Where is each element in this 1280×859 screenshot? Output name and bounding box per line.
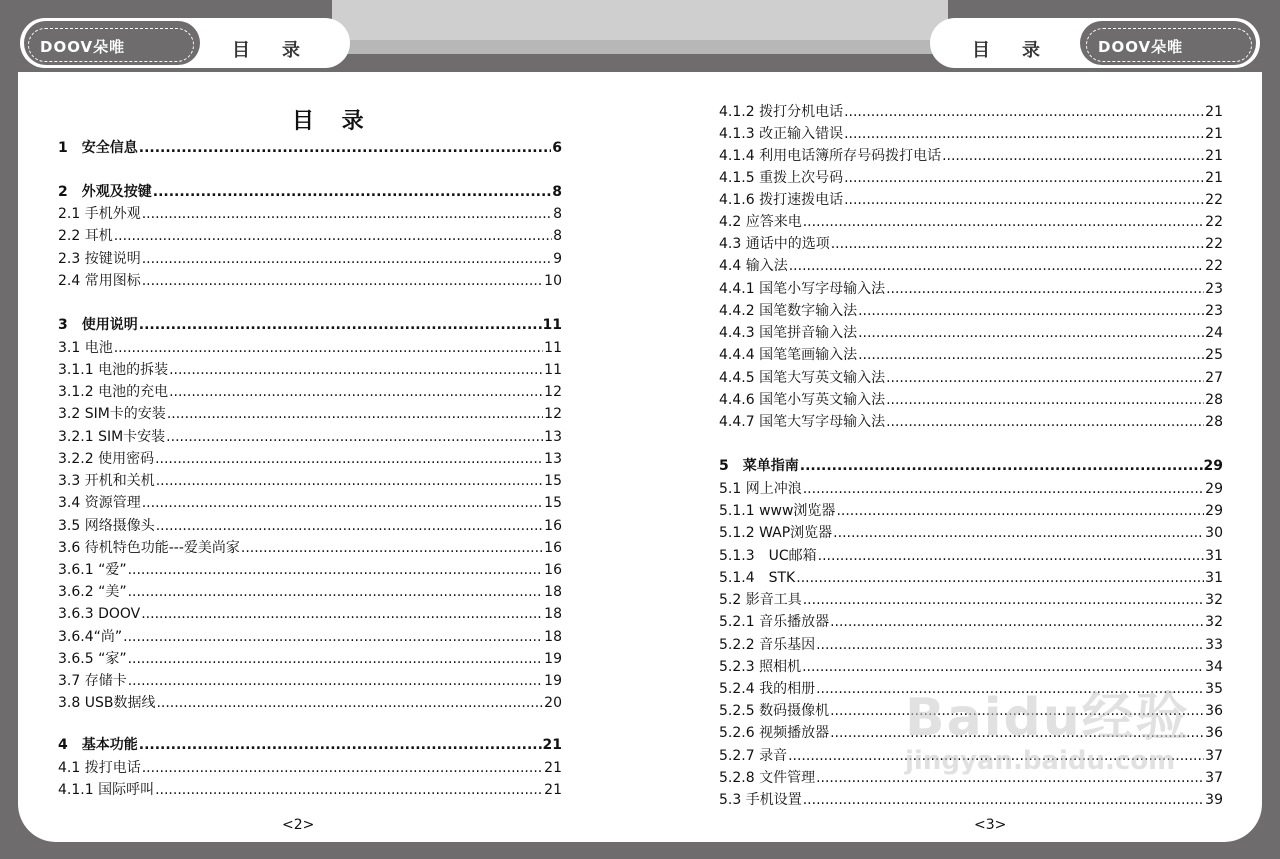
toc-leader-dots xyxy=(830,613,1204,631)
toc-leader-dots xyxy=(803,213,1204,231)
toc-entry-label: 3.1.2 电池的充电 xyxy=(58,384,169,400)
toc-entry-label: 3.4 资源管理 xyxy=(58,495,141,511)
toc-entry[interactable] xyxy=(719,480,1223,498)
toc-entry-label: 5.2.2 音乐基因 xyxy=(719,637,816,653)
toc-entry-label: 4.4.2 国笔数字输入法 xyxy=(719,303,858,319)
toc-leader-dots xyxy=(858,346,1204,364)
toc-entry-label: 3.3 开机和关机 xyxy=(58,473,155,489)
toc-entry-page: 22 xyxy=(1205,192,1223,208)
toc-entry[interactable] xyxy=(58,759,562,777)
toc-entry-label: 3.6.2 “美” xyxy=(58,584,127,600)
toc-entry-page: 33 xyxy=(1205,637,1223,653)
toc-leader-dots xyxy=(886,369,1204,387)
toc-entry-page: 19 xyxy=(544,673,562,689)
toc-entry-label: 5.2.6 视频播放器 xyxy=(719,725,830,741)
toc-entry[interactable] xyxy=(719,235,1223,253)
toc-leader-dots xyxy=(858,324,1204,342)
toc-entry[interactable] xyxy=(58,361,562,379)
toc-leader-dots xyxy=(123,628,543,646)
toc-entry-label: 5.2.8 文件管理 xyxy=(719,770,816,786)
toc-leader-dots xyxy=(803,480,1204,498)
toc-entry-label: 4.4.3 国笔拼音输入法 xyxy=(719,325,858,341)
toc-entry-page: 18 xyxy=(544,629,562,645)
toc-entry-label: 3.6.3 DOOV xyxy=(58,606,141,622)
toc-entry-page: 30 xyxy=(1205,525,1223,541)
toc-entry[interactable] xyxy=(58,272,562,290)
toc-leader-dots xyxy=(141,605,543,623)
toc-leader-dots xyxy=(128,650,544,668)
toc-entry-label: 3.2.2 使用密码 xyxy=(58,451,155,467)
toc-entry-page: 31 xyxy=(1205,570,1223,586)
toc-entry-page: 34 xyxy=(1205,659,1223,675)
toc-leader-dots xyxy=(796,569,1204,587)
toc-leader-dots xyxy=(800,457,1203,475)
toc-entry[interactable] xyxy=(58,781,562,799)
toc-entry-label: 4.1.2 拨打分机电话 xyxy=(719,104,844,120)
toc-entry-page: 21 xyxy=(1205,170,1223,186)
toc-entry-label: 4.1.1 国际呼叫 xyxy=(58,782,155,798)
toc-leader-dots xyxy=(142,759,543,777)
toc-entry-page: 18 xyxy=(544,584,562,600)
toc-entry-label: 4.4.1 国笔小写字母输入法 xyxy=(719,281,886,297)
toc-entry-label: 5.1 网上冲浪 xyxy=(719,481,802,497)
toc-entry[interactable] xyxy=(58,672,562,690)
toc-entry[interactable] xyxy=(719,213,1223,231)
toc-entry[interactable] xyxy=(58,561,562,579)
toc-entry[interactable] xyxy=(719,547,1223,565)
toc-leader-dots xyxy=(166,428,543,446)
toc-entry-label: 3.8 USB数据线 xyxy=(58,695,156,711)
toc-entry-page: 19 xyxy=(544,651,562,667)
toc-leader-dots xyxy=(128,583,544,601)
toc-leader-dots xyxy=(803,791,1204,809)
toc-leader-dots xyxy=(139,139,552,157)
toc-entry-label: 2 外观及按键 xyxy=(58,184,152,200)
toc-entry[interactable] xyxy=(58,428,562,446)
toc-entry[interactable] xyxy=(58,339,562,357)
toc-entry-page: 16 xyxy=(544,518,562,534)
toc-entry-label: 4.4.7 国笔大写字母输入法 xyxy=(719,414,886,430)
toc-leader-dots xyxy=(153,183,552,201)
toc-entry[interactable] xyxy=(58,628,562,646)
toc-entry[interactable] xyxy=(719,369,1223,387)
toc-entry-page: 28 xyxy=(1205,392,1223,408)
toc-entry[interactable] xyxy=(58,250,562,268)
toc-leader-dots xyxy=(886,280,1204,298)
toc-entry-page: 36 xyxy=(1205,725,1223,741)
toc-leader-dots xyxy=(886,413,1204,431)
toc-leader-dots xyxy=(831,235,1204,253)
left-header-title: 目录 xyxy=(232,40,332,61)
toc-entry-label: 5.2.7 录音 xyxy=(719,748,788,764)
toc-entry[interactable] xyxy=(719,302,1223,320)
page-number-left: <2> xyxy=(282,817,315,833)
toc-entry-page: 18 xyxy=(544,606,562,622)
toc-entry-page: 13 xyxy=(544,429,562,445)
toc-entry-page: 21 xyxy=(544,760,562,776)
toc-entry-page: 16 xyxy=(544,540,562,556)
toc-entry-page: 35 xyxy=(1205,681,1223,697)
toc-entry-page: 20 xyxy=(544,695,562,711)
toc-leader-dots xyxy=(816,636,1204,654)
toc-entry-page: 11 xyxy=(544,362,562,378)
toc-entry-page: 29 xyxy=(1205,481,1223,497)
toc-entry[interactable] xyxy=(719,658,1223,676)
toc-entry-page: 8 xyxy=(553,228,562,244)
toc-entry-label: 5.2.1 音乐播放器 xyxy=(719,614,830,630)
toc-entry[interactable] xyxy=(58,450,562,468)
toc-entry-label: 5.1.4 STK xyxy=(719,570,796,586)
toc-entry-label: 4.4.4 国笔笔画输入法 xyxy=(719,347,858,363)
toc-entry-page: 29 xyxy=(1205,503,1223,519)
toc-leader-dots xyxy=(169,361,543,379)
toc-leader-dots xyxy=(142,250,552,268)
toc-entry[interactable] xyxy=(58,405,562,423)
toc-entry[interactable] xyxy=(719,169,1223,187)
toc-entry[interactable] xyxy=(719,125,1223,143)
toc-entry-page: 21 xyxy=(1205,104,1223,120)
toc-leader-dots xyxy=(886,391,1204,409)
toc-entry[interactable] xyxy=(58,316,562,334)
toc-entry-label: 3.6 待机特色功能---爱美尚家 xyxy=(58,540,240,556)
toc-entry-page: 27 xyxy=(1205,370,1223,386)
toc-entry[interactable] xyxy=(58,736,562,754)
toc-leader-dots xyxy=(142,272,543,290)
toc-entry-label: 1 安全信息 xyxy=(58,140,138,156)
toc-entry[interactable] xyxy=(58,139,562,157)
toc-entry-page: 22 xyxy=(1205,258,1223,274)
toc-entry[interactable] xyxy=(719,413,1223,431)
toc-entry-label: 3.2.1 SIM卡安装 xyxy=(58,429,166,445)
toc-entry[interactable] xyxy=(719,191,1223,209)
toc-entry-page: 16 xyxy=(544,562,562,578)
right-header-title: 目录 xyxy=(972,40,1072,61)
toc-entry-page: 32 xyxy=(1205,592,1223,608)
toc-leader-dots xyxy=(155,781,543,799)
toc-entry-page: 24 xyxy=(1205,325,1223,341)
toc-entry-page: 39 xyxy=(1205,792,1223,808)
toc-leader-dots xyxy=(858,302,1204,320)
toc-entry-page: 11 xyxy=(544,340,562,356)
toc-leader-dots xyxy=(844,169,1204,187)
toc-entry[interactable] xyxy=(58,494,562,512)
toc-entry[interactable] xyxy=(58,517,562,535)
toc-entry-label: 2.1 手机外观 xyxy=(58,206,141,222)
toc-entry[interactable] xyxy=(58,694,562,712)
toc-entry-label: 4.1.4 利用电话簿所存号码拨打电话 xyxy=(719,148,942,164)
toc-entry[interactable] xyxy=(719,103,1223,121)
page-number-right: <3> xyxy=(974,817,1007,833)
toc-entry-label: 4.1.3 改正输入错误 xyxy=(719,126,844,142)
toc-entry[interactable] xyxy=(719,346,1223,364)
toc-entry[interactable] xyxy=(719,257,1223,275)
toc-entry-page: 21 xyxy=(542,737,562,753)
toc-leader-dots xyxy=(142,205,552,223)
toc-title: 目 录 xyxy=(292,109,374,134)
toc-entry-label: 3.1.1 电池的拆装 xyxy=(58,362,169,378)
toc-entry-page: 25 xyxy=(1205,347,1223,363)
toc-leader-dots xyxy=(836,502,1204,520)
toc-entry-label: 4 基本功能 xyxy=(58,737,138,753)
toc-entry-label: 2.2 耳机 xyxy=(58,228,113,244)
toc-leader-dots xyxy=(139,736,542,754)
toc-entry[interactable] xyxy=(58,227,562,245)
toc-entry-page: 21 xyxy=(1205,148,1223,164)
toc-entry-label: 4.4 输入法 xyxy=(719,258,788,274)
toc-entry-page: 36 xyxy=(1205,703,1223,719)
toc-entry-label: 3.2 SIM卡的安装 xyxy=(58,406,166,422)
toc-leader-dots xyxy=(802,658,1204,676)
toc-entry-page: 10 xyxy=(544,273,562,289)
toc-leader-dots xyxy=(789,257,1204,275)
toc-entry[interactable] xyxy=(719,324,1223,342)
toc-entry[interactable] xyxy=(719,791,1223,809)
toc-entry-label: 4.2 应答来电 xyxy=(719,214,802,230)
watermark: Baidu经验 jingyan.baidu.com xyxy=(905,688,1190,776)
toc-entry-label: 2.4 常用图标 xyxy=(58,273,141,289)
toc-entry-page: 29 xyxy=(1203,458,1223,474)
toc-leader-dots xyxy=(169,383,543,401)
toc-entry-label: 4.4.5 国笔大写英文输入法 xyxy=(719,370,886,386)
toc-entry-label: 5.2.5 数码摄像机 xyxy=(719,703,830,719)
toc-entry-page: 8 xyxy=(553,206,562,222)
toc-entry-page: 21 xyxy=(1205,126,1223,142)
toc-entry-label: 2.3 按键说明 xyxy=(58,251,141,267)
toc-entry-label: 3.6.5 “家” xyxy=(58,651,127,667)
toc-entry-label: 3.7 存储卡 xyxy=(58,673,127,689)
toc-entry-label: 4.1.6 拨打速拨电话 xyxy=(719,192,844,208)
toc-entry-page: 28 xyxy=(1205,414,1223,430)
toc-leader-dots xyxy=(155,450,543,468)
toc-entry-label: 4.1.5 重拨上次号码 xyxy=(719,170,844,186)
toc-leader-dots xyxy=(114,227,552,245)
toc-entry-page: 9 xyxy=(553,251,562,267)
toc-entry-page: 11 xyxy=(542,317,562,333)
toc-entry-label: 5.2.3 照相机 xyxy=(719,659,802,675)
toc-entry[interactable] xyxy=(719,569,1223,587)
header-center-shade xyxy=(332,40,948,54)
toc-entry[interactable] xyxy=(58,183,562,201)
toc-entry-page: 23 xyxy=(1205,303,1223,319)
toc-entry-label: 3 使用说明 xyxy=(58,317,138,333)
toc-leader-dots xyxy=(803,591,1204,609)
toc-entry[interactable] xyxy=(58,605,562,623)
toc-leader-dots xyxy=(139,316,542,334)
toc-entry[interactable] xyxy=(719,636,1223,654)
toc-entry-label: 3.6.1 “爱” xyxy=(58,562,127,578)
toc-leader-dots xyxy=(844,191,1204,209)
toc-leader-dots xyxy=(156,694,543,712)
toc-leader-dots xyxy=(114,339,543,357)
toc-leader-dots xyxy=(818,547,1205,565)
toc-entry-page: 15 xyxy=(544,473,562,489)
toc-entry[interactable] xyxy=(719,280,1223,298)
toc-entry[interactable] xyxy=(719,613,1223,631)
toc-entry-page: 23 xyxy=(1205,281,1223,297)
toc-entry-page: 22 xyxy=(1205,214,1223,230)
toc-entry-page: 13 xyxy=(544,451,562,467)
toc-entry-label: 5.2.4 我的相册 xyxy=(719,681,816,697)
toc-entry-label: 3.1 电池 xyxy=(58,340,113,356)
toc-entry-page: 37 xyxy=(1205,748,1223,764)
toc-entry-label: 5.2 影音工具 xyxy=(719,592,802,608)
toc-entry-label: 3.5 网络摄像头 xyxy=(58,518,155,534)
toc-entry[interactable] xyxy=(58,539,562,557)
toc-entry[interactable] xyxy=(719,147,1223,165)
toc-entry-label: 5 菜单指南 xyxy=(719,458,799,474)
toc-entry-page: 21 xyxy=(544,782,562,798)
toc-leader-dots xyxy=(942,147,1204,165)
toc-leader-dots xyxy=(156,517,543,535)
toc-leader-dots xyxy=(128,561,544,579)
toc-leader-dots xyxy=(844,103,1204,121)
toc-entry-page: 8 xyxy=(552,184,562,200)
doov-logo-right: DOOV朵唯 xyxy=(1086,28,1252,62)
toc-entry-page: 12 xyxy=(544,384,562,400)
toc-entry[interactable] xyxy=(58,583,562,601)
toc-entry[interactable] xyxy=(719,591,1223,609)
toc-leader-dots xyxy=(833,524,1204,542)
toc-entry-page: 12 xyxy=(544,406,562,422)
toc-entry[interactable] xyxy=(719,524,1223,542)
toc-entry-label: 3.6.4“尚” xyxy=(58,629,123,645)
toc-entry[interactable] xyxy=(58,383,562,401)
toc-entry-label: 5.3 手机设置 xyxy=(719,792,802,808)
toc-leader-dots xyxy=(241,539,543,557)
toc-entry[interactable] xyxy=(58,650,562,668)
toc-leader-dots xyxy=(167,405,543,423)
toc-leader-dots xyxy=(844,125,1204,143)
toc-entry-page: 32 xyxy=(1205,614,1223,630)
toc-entry-label: 5.1.2 WAP浏览器 xyxy=(719,525,833,541)
toc-entry[interactable] xyxy=(719,391,1223,409)
toc-entry-page: 15 xyxy=(544,495,562,511)
toc-leader-dots xyxy=(128,672,543,690)
toc-entry-label: 4.3 通话中的选项 xyxy=(719,236,830,252)
toc-leader-dots xyxy=(142,494,543,512)
toc-entry[interactable] xyxy=(58,472,562,490)
toc-entry-page: 6 xyxy=(552,140,562,156)
toc-entry-label: 5.1.1 www浏览器 xyxy=(719,503,836,519)
toc-entry-page: 31 xyxy=(1205,548,1223,564)
toc-entry[interactable] xyxy=(719,502,1223,520)
doov-logo-left: DOOV朵唯 xyxy=(28,28,194,62)
toc-entry-page: 37 xyxy=(1205,770,1223,786)
toc-entry[interactable] xyxy=(719,457,1223,475)
toc-entry-page: 22 xyxy=(1205,236,1223,252)
toc-entry-label: 4.1 拨打电话 xyxy=(58,760,141,776)
toc-entry-label: 4.4.6 国笔小写英文输入法 xyxy=(719,392,886,408)
toc-entry[interactable] xyxy=(58,205,562,223)
toc-entry-label: 5.1.3 UC邮箱 xyxy=(719,548,817,564)
toc-leader-dots xyxy=(156,472,543,490)
